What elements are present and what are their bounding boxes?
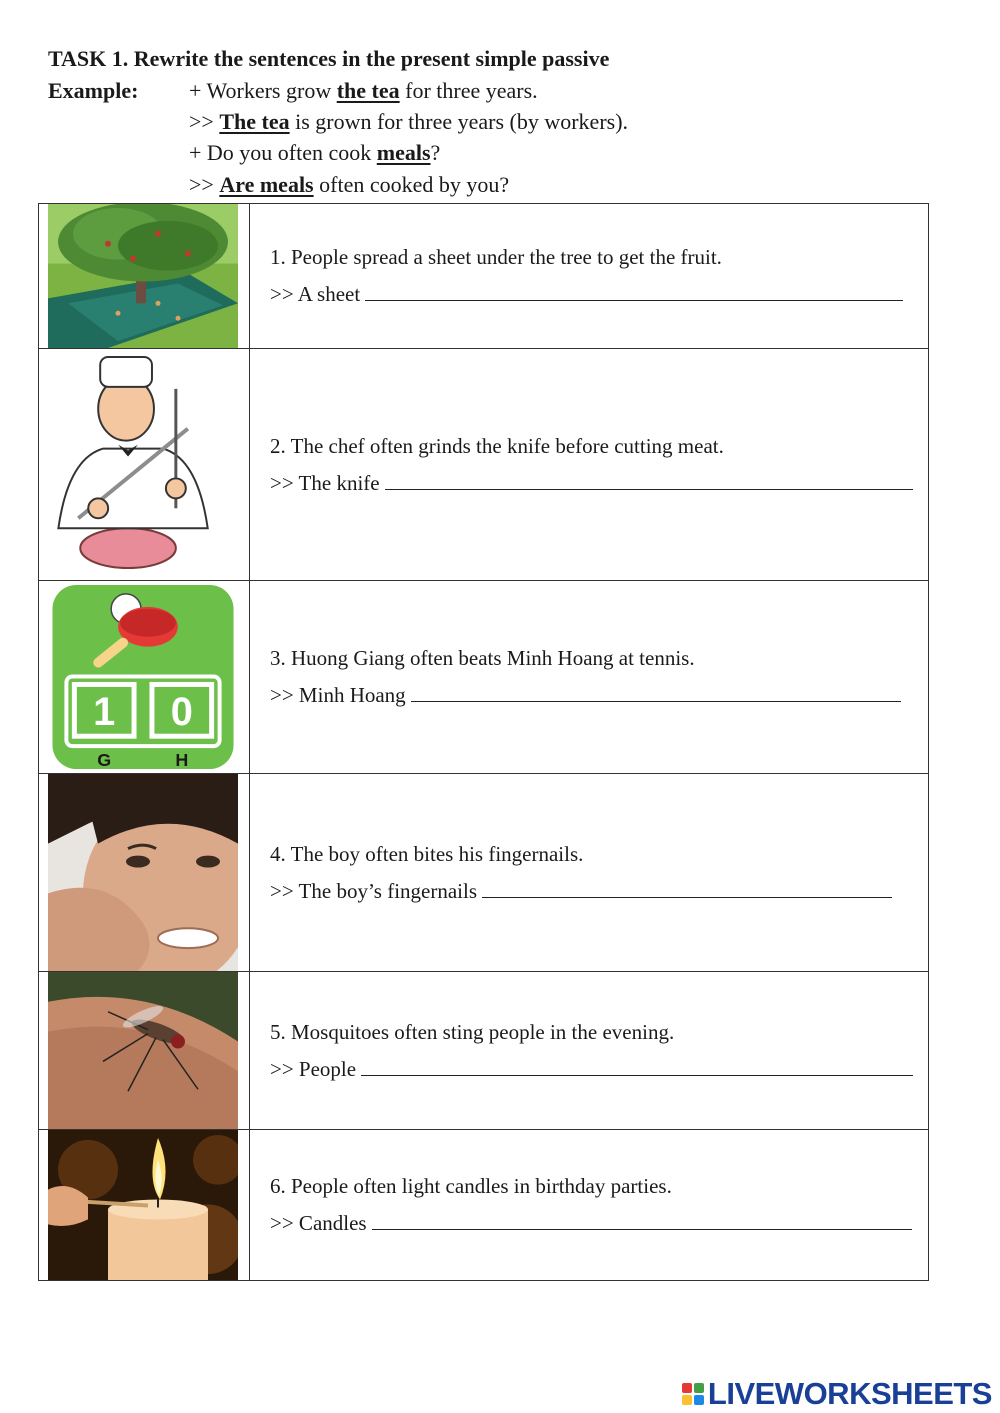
exercise-row-5 [39,972,929,1130]
boy-biting-nails-image [48,774,238,971]
question-sentence: 2. The chef often grinds the knife before cutting meat. [270,433,724,458]
answer-prompt: >> A sheet [270,282,361,306]
answer-line [270,276,928,313]
text-cell [250,1130,929,1281]
lighting-candle-image [48,1130,238,1280]
answer-blank[interactable] [361,1055,913,1076]
example-text: >> [189,109,220,134]
answer-prompt: >> The knife [270,470,380,495]
example-bold: Are meals [219,172,314,197]
answer-blank[interactable] [411,681,901,702]
example-text: + Do you often cook [189,140,377,165]
image-cell [39,349,250,581]
question-sentence: 1. People spread a sheet under the tree to get the fruit. [270,245,722,269]
mosquito-image [48,972,238,1129]
question-sentence: 3. Huong Giang often beats Minh Hoang at tennis. [270,646,695,670]
answer-line [270,677,928,714]
liveworksheets-brand [682,1376,992,1412]
question-sentence: 6. People often light candles in birthday parties. [270,1174,672,1198]
task-title: TASK 1. Rewrite the sentences in the present simple passive [48,46,610,71]
example-text: is grown for three years (by workers). [289,109,629,134]
score-right: 0 [170,690,193,735]
exercise-row-2 [39,349,929,581]
text-cell [250,349,929,581]
answer-prompt: >> Candles [270,1211,367,1235]
question-sentence: 4. The boy often bites his fingernails. [270,841,584,866]
answer-prompt: >> The boy’s fingernails [270,878,478,903]
exercise-row-3 [39,581,929,774]
text-cell [250,581,929,774]
answer-line [270,873,928,910]
example-line-2 [189,109,628,135]
exercise-row-6 [39,1130,929,1281]
answer-blank[interactable] [385,469,913,490]
example-bold: meals [376,140,431,165]
example-text: + Workers grow [189,78,337,103]
exercise-table [38,203,929,1281]
example-text: for three years. [399,78,538,103]
table-tennis-scoreboard-image [48,581,238,773]
answer-line [270,465,928,502]
brand-name: LIVEWORKSHEETS [707,1376,992,1411]
liveworksheets-logo-icon [682,1383,704,1405]
exercise-row-1 [39,204,929,349]
image-cell [39,774,250,972]
example-line-1 [189,78,538,104]
question-sentence: 5. Mosquitoes often sting people in the evening. [270,1019,675,1044]
score-left: 1 [93,690,116,735]
example-label: Example: [48,78,139,103]
answer-blank[interactable] [365,280,903,301]
answer-prompt: >> Minh Hoang [270,683,406,707]
image-cell [39,1130,250,1281]
image-cell [39,972,250,1130]
example-text: ? [430,140,441,165]
score-right-label: H [175,750,189,771]
example-bold: The tea [219,109,290,134]
answer-line [270,1051,928,1088]
answer-blank[interactable] [482,877,892,898]
answer-blank[interactable] [372,1209,912,1230]
example-text: >> [189,172,220,197]
answer-line [270,1205,928,1242]
example-line-4 [189,172,509,198]
chef-image [48,349,238,580]
example-bold: the tea [336,78,400,103]
image-cell [39,204,250,349]
fruit-tree-image [48,204,238,348]
score-left-label: G [97,750,112,771]
exercise-row-4 [39,774,929,972]
image-cell [39,581,250,774]
answer-prompt: >> People [270,1056,357,1081]
example-line-3 [189,140,440,166]
text-cell [250,204,929,349]
text-cell [250,774,929,972]
example-text: often cooked by you? [313,172,510,197]
text-cell [250,972,929,1130]
